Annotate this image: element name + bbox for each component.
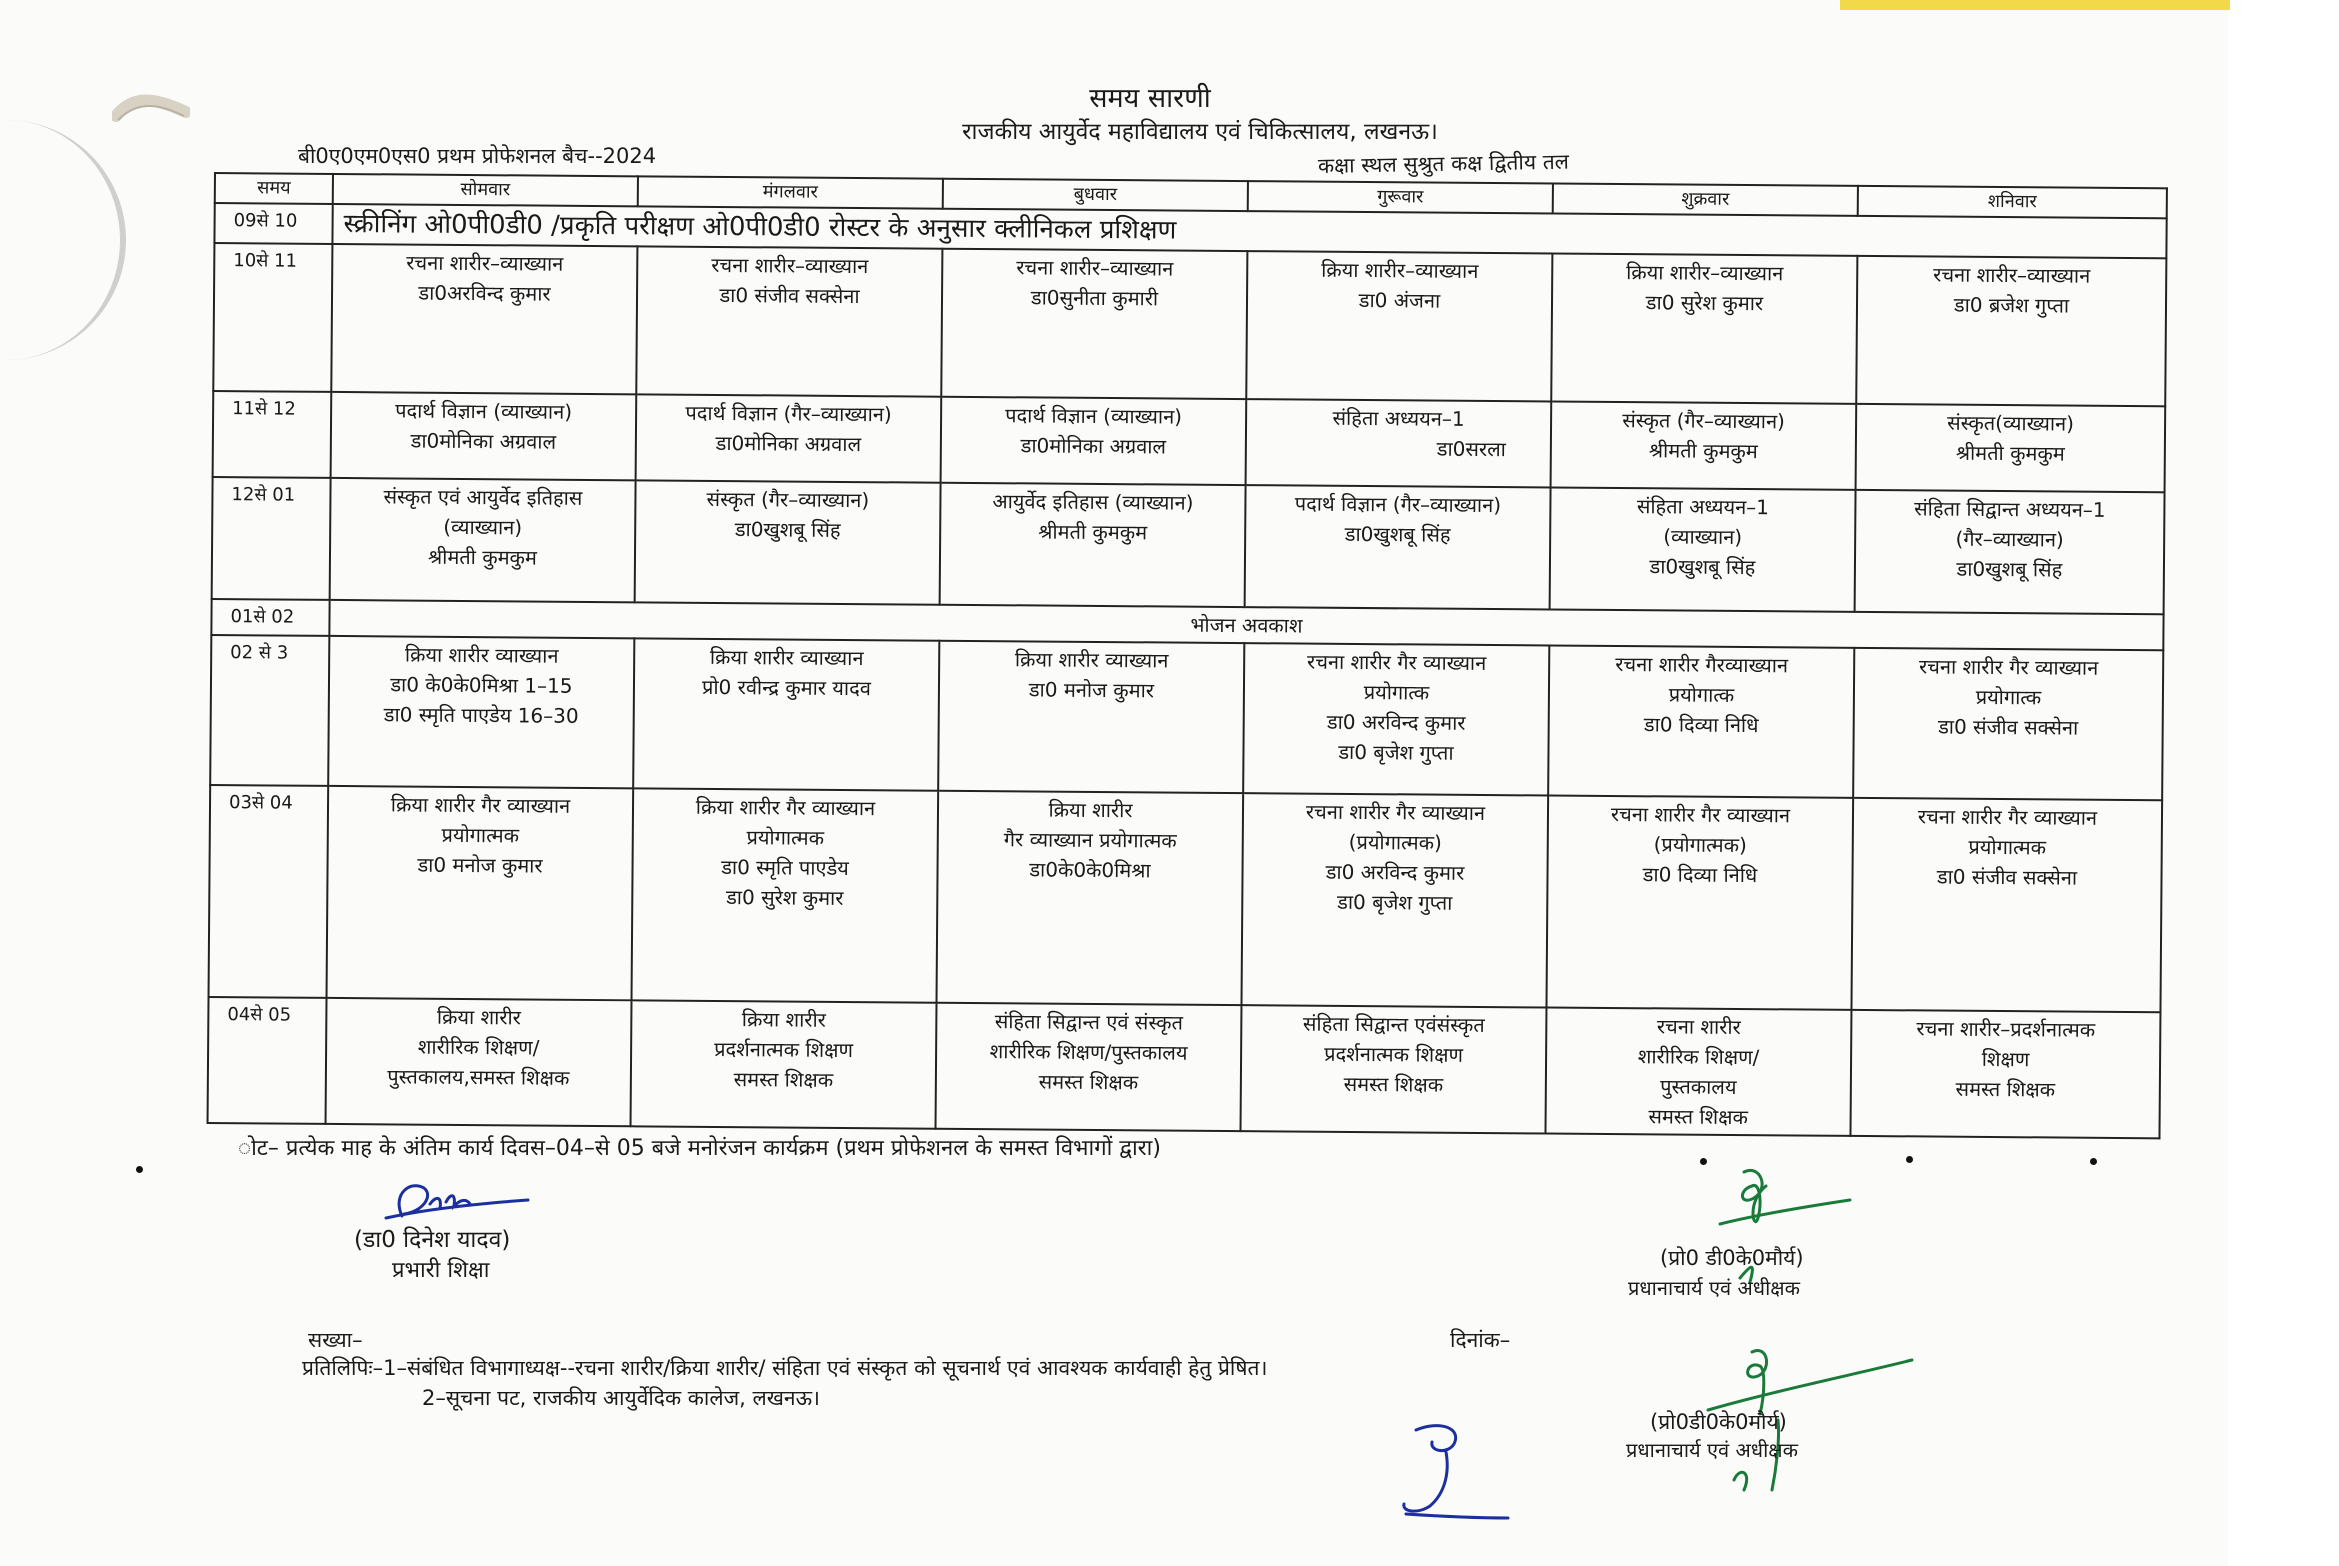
class-cell: [1546, 795, 1853, 1009]
yellow-paper-tab: [1840, 0, 2230, 10]
class-cell: [631, 1000, 937, 1128]
subject-line: क्रिया शारीर: [741, 1007, 826, 1032]
subject-line: संहिता सिद्वान्त एवं संस्कृत: [994, 1009, 1184, 1035]
subject-line: क्रिया शारीर व्याख्यान: [404, 642, 559, 668]
teacher-line: प्रो0 रवीन्द्र कुमार यादव: [701, 674, 871, 701]
day-header: बुधवार: [943, 179, 1248, 211]
time-column-header: समय: [215, 173, 333, 204]
table-row: [209, 785, 2163, 1012]
teacher-line: डा0 दिव्या निधि: [1643, 712, 1759, 738]
teacher-line: डा0सुनीता कुमारी: [1030, 285, 1159, 311]
subject-line: संस्कृत (गैर–व्याख्यान): [706, 486, 870, 513]
class-cell: [1853, 648, 2163, 800]
time-slot: 11से 12: [213, 391, 332, 478]
class-cell: [1856, 256, 2166, 406]
subject-line: पदार्थ विज्ञान (गैर–व्याख्यान): [685, 400, 892, 427]
class-cell: [1551, 254, 1857, 404]
class-cell: [1856, 404, 2166, 492]
class-cell: [635, 480, 941, 604]
teacher-line: समस्त शिक्षक: [1343, 1071, 1444, 1097]
subject-line: रचना शारीर–व्याख्यान: [711, 252, 869, 279]
class-cell: [938, 641, 1244, 793]
teacher-line: डा0खुशबू सिंह: [734, 517, 841, 542]
subject-line: रचना शारीर गैर व्याख्यान: [1610, 801, 1791, 828]
reference-number-label: सख्या–: [308, 1328, 363, 1352]
day-header: शुक्रवार: [1553, 184, 1858, 216]
venue-label: कक्षा स्थल सुश्रुत कक्ष द्वितीय तल: [1317, 149, 1570, 178]
subject-line: गैर व्याख्यान प्रयोगात्मक: [1003, 827, 1177, 853]
time-slot: 03से 04: [209, 785, 329, 998]
table-row: [213, 391, 2166, 492]
teacher-line: डा0 संजीव सक्सेना: [1936, 864, 2078, 890]
table-row: [212, 477, 2165, 614]
subject-line: संस्कृत एवं आयुर्वेद इतिहास: [383, 484, 583, 510]
subject-line: पदार्थ विज्ञान (गैर–व्याख्यान): [1294, 491, 1502, 518]
ink-dot: [2090, 1158, 2097, 1165]
subject-line: (प्रयोगात्मक): [1348, 829, 1442, 855]
class-cell: [1243, 643, 1549, 795]
teacher-line: डा0 अरविन्द कुमार: [1326, 709, 1466, 735]
teacher-line: डा0सरला: [1436, 436, 1506, 462]
subject-line: प्रयोगात्मक: [441, 822, 520, 848]
teacher-line: समस्त शिक्षक: [733, 1067, 834, 1092]
copy-to-line: 2–सूचना पट, राजकीय आयुर्वेदिक कालेज, लखनऊ।: [422, 1386, 821, 1410]
class-cell: [1851, 798, 2162, 1012]
signatory-role: प्रधानाचार्य एवं अधीक्षक: [1626, 1438, 1798, 1462]
teacher-line: डा0मोनिका अग्रवाल: [410, 428, 557, 454]
institution-name: राजकीय आयुर्वेद महाविद्यालय एवं चिकित्सालय, लखनऊ।: [962, 119, 1438, 145]
teacher-line: श्रीमती कुमकुम: [1648, 438, 1758, 464]
teacher-line: डा0 बृजेश गुप्ता: [1337, 889, 1453, 915]
signatory-name: (डा0 दिनेश यादव): [354, 1227, 511, 1253]
time-slot: 10से 11: [213, 243, 332, 392]
signatory-role: प्रधानाचार्य एवं अधीक्षक: [1628, 1276, 1800, 1300]
subject-line: पदार्थ विज्ञान (व्याख्यान): [395, 398, 573, 424]
class-cell: [936, 791, 1243, 1005]
subject-line: संहिता अध्ययन–1: [1636, 494, 1770, 520]
signature-dinesh-yadav: [382, 1174, 532, 1226]
subject-line: रचना शारीर गैरव्याख्यान: [1615, 652, 1789, 678]
table-row: [208, 997, 2161, 1138]
subject-line: क्रिया शारीर गैर व्याख्यान: [390, 792, 571, 818]
day-header: गुरूवार: [1248, 181, 1553, 213]
subject-line: क्रिया शारीर–व्याख्यान: [1626, 260, 1784, 286]
subject-line: रचना शारीर–प्रदर्शनात्मक: [1916, 1016, 2096, 1042]
signatory-role: प्रभारी शिक्षा: [392, 1258, 490, 1283]
class-cell: [1551, 402, 1857, 490]
subject-line: क्रिया शारीर: [1048, 797, 1133, 823]
class-cell: [331, 392, 637, 480]
ink-dot: [1906, 1156, 1913, 1163]
teacher-line: डा0मोनिका अग्रवाल: [1020, 433, 1167, 459]
day-header: मंगलवार: [638, 176, 943, 208]
subject-line: रचना शारीर गैर व्याख्यान: [1306, 649, 1487, 676]
binding-string-icon: [112, 86, 190, 140]
subject-line: क्रिया शारीर: [436, 1004, 521, 1030]
subject-line: रचना शारीर: [1656, 1014, 1741, 1040]
subject-line: शारीरिक शिक्षण/: [417, 1034, 540, 1060]
table-row: [210, 635, 2163, 800]
class-cell: [1246, 251, 1552, 401]
subject-line: संहिता अध्ययन–1: [1332, 405, 1465, 431]
teacher-line: डा0 अंजना: [1358, 287, 1441, 313]
teacher-line: डा0 मनोज कुमार: [1028, 677, 1155, 703]
ink-dot: [136, 1166, 143, 1173]
class-cell: [636, 246, 942, 396]
class-cell: [1241, 793, 1548, 1007]
class-cell: [328, 636, 634, 788]
teacher-line: डा0खुशबू सिंह: [1649, 554, 1756, 580]
class-cell: [1548, 646, 1854, 798]
teacher-line: डा0 दिव्या निधि: [1642, 862, 1758, 888]
teacher-line: डा0 बृजेश गुप्ता: [1338, 739, 1454, 765]
class-cell: [940, 483, 1246, 607]
subject-line: संहिता सिद्वान्त अध्ययन–1: [1914, 496, 2106, 522]
teacher-line: समस्त शिक्षक: [1038, 1069, 1139, 1095]
class-cell: [636, 394, 942, 482]
subject-line: प्रदर्शनात्मक शिक्षण: [1324, 1041, 1464, 1067]
subject-line: आयुर्वेद इतिहास (व्याख्यान): [992, 489, 1194, 515]
subject-line: प्रदर्शनात्मक शिक्षण: [714, 1036, 854, 1063]
subject-line: रचना शारीर गैर व्याख्यान: [1305, 799, 1486, 826]
background-margin: [2228, 0, 2339, 1566]
table-row: [213, 243, 2166, 406]
timetable: [207, 172, 2168, 1139]
class-cell: [327, 786, 634, 1000]
time-slot: 09से 10: [214, 203, 332, 244]
teacher-line: डा0के0के0मिश्रा: [1029, 857, 1151, 883]
teacher-line: श्रीमती कुमकुम: [427, 544, 538, 570]
class-cell: [1550, 488, 1856, 612]
batch-label: बी0ए0एम0एस0 प्रथम प्रोफेशनल बैच--2024: [298, 144, 657, 168]
class-cell: [1240, 1005, 1546, 1133]
teacher-line: डा0अरविन्द कुमार: [418, 280, 551, 306]
teacher-line: डा0 स्मृति पाएडेय: [721, 855, 849, 881]
subject-line: संहिता सिद्वान्त एवंसंस्कृत: [1302, 1011, 1485, 1038]
subject-line: (प्रयोगात्मक): [1653, 832, 1747, 858]
date-label: दिनांक–: [1450, 1328, 1511, 1352]
teacher-line: डा0खुशबू सिंह: [1956, 556, 2063, 582]
subject-line: प्रयोगात्क: [1363, 680, 1430, 705]
teacher-line: डा0 संजीव सक्सेना: [1938, 714, 2079, 740]
teacher-line: डा0 सुरेश कुमार: [726, 885, 844, 910]
subject-line: संस्कृत(व्याख्यान): [1947, 410, 2075, 436]
teacher-line: पुस्तकालय,समस्त शिक्षक: [387, 1064, 570, 1090]
subject-line: रचना शारीर गैर व्याख्यान: [1918, 654, 2099, 680]
subject-line: रचना शारीर–व्याख्यान: [406, 250, 564, 276]
teacher-line: श्रीमती कुमकुम: [1038, 519, 1148, 545]
subject-line: क्रिया शारीर व्याख्यान: [709, 644, 864, 671]
subject-line: (व्याख्यान): [1663, 524, 1743, 550]
teacher-line: डा0 मनोज कुमार: [417, 852, 543, 878]
time-slot: 01से 02: [211, 599, 329, 636]
lunch-break-cell: भोजन अवकाश: [329, 600, 2163, 650]
class-cell: [1545, 1007, 1851, 1135]
class-cell: [936, 1003, 1242, 1131]
subject-line: शारीरिक शिक्षण/: [1637, 1044, 1760, 1070]
day-header: शनिवार: [1858, 186, 2167, 218]
signatory-name: (प्रो0 डी0के0मौर्य): [1660, 1246, 1804, 1270]
subject-line: शारीरिक शिक्षण/पुस्तकालय: [989, 1039, 1188, 1065]
time-slot: 04से 05: [208, 997, 327, 1124]
class-cell: [326, 998, 632, 1126]
subject-line: क्रिया शारीर गैर व्याख्यान: [695, 794, 876, 821]
subject-line: क्रिया शारीर–व्याख्यान: [1321, 257, 1479, 283]
class-cell: [941, 249, 1247, 399]
subject-line: संस्कृत (गैर–व्याख्यान): [1622, 408, 1786, 434]
teacher-line: डा0 सुरेश कुमार: [1645, 290, 1764, 316]
footnote: ोट– प्रत्येक माह के अंतिम कार्य दिवस–04–से 05 बजे मनोरंजन कार्यक्रम (प्रथम प्रोफेशनल के समस्त विभागों द्वारा): [238, 1136, 1161, 1161]
signatory-name: (प्रो0डी0के0मौर्य): [1650, 1410, 1787, 1434]
day-header: सोमवार: [333, 174, 638, 206]
time-slot: 02 से 3: [210, 635, 329, 786]
subject-line: प्रयोगात्मक: [1968, 834, 2047, 860]
subject-line: प्रयोगात्क: [1975, 684, 2042, 710]
subject-line: रचना शारीर–व्याख्यान: [1016, 255, 1174, 281]
handwritten-initial: [1396, 1414, 1516, 1524]
class-cell: [1246, 399, 1552, 487]
class-cell: [1855, 490, 2165, 614]
teacher-line: डा0खुशबू सिंह: [1344, 521, 1451, 547]
class-cell: [1850, 1010, 2160, 1138]
clinical-training-cell: स्क्रीनिंग ओ0पी0डी0 /प्रकृति परीक्षण ओ0पी0डी0 रोस्टर के अनुसार क्लीनिकल प्रशिक्षण: [332, 204, 2166, 258]
class-cell: [330, 478, 636, 602]
teacher-line: डा0 के0के0मिश्रा 1–15: [390, 672, 573, 698]
teacher-line: श्रीमती कुमकुम: [1955, 440, 2065, 466]
teacher-line: डा0 स्मृति पाएडेय 16–30: [383, 702, 579, 728]
teacher-line: डा0 ब्रजेश गुप्ता: [1953, 292, 2070, 318]
class-cell: [331, 244, 637, 394]
subject-line: पदार्थ विज्ञान (व्याख्यान): [1005, 403, 1183, 429]
subject-line: पुस्तकालय: [1660, 1074, 1737, 1099]
teacher-line: समस्त शिक्षक: [1955, 1076, 2056, 1102]
subject-line: रचना शारीर गैर व्याख्यान: [1917, 804, 2098, 830]
copy-to-line: प्रतिलिपिः–1–संबंधित विभागाध्यक्ष--रचना शारीर/क्रिया शारीर/ संहिता एवं संस्कृत को सूचनार्थ एवं आवश्यक कार्यवाही हेतु प्रेषित।: [302, 1356, 1268, 1380]
subject-line: क्रिया शारीर व्याख्यान: [1014, 647, 1169, 673]
time-slot: 12से 01: [212, 477, 331, 600]
class-cell: [633, 638, 939, 790]
class-cell: [941, 397, 1247, 485]
subject-line: प्रयोगात्मक: [746, 825, 825, 850]
subject-line: रचना शारीर–व्याख्यान: [1933, 262, 2091, 288]
subject-line: प्रयोगात्क: [1668, 682, 1735, 707]
teacher-line: डा0 अरविन्द कुमार: [1325, 859, 1465, 885]
subject-line: शिक्षण: [1981, 1046, 2030, 1072]
page-title: समय सारणी: [1089, 83, 1211, 114]
subject-line: (गैर–व्याख्यान): [1955, 526, 2064, 552]
teacher-line: डा0मोनिका अग्रवाल: [715, 430, 862, 457]
subject-line: (व्याख्यान): [443, 514, 523, 540]
class-cell: [1245, 485, 1551, 609]
class-cell: [632, 788, 939, 1002]
teacher-line: समस्त शिक्षक: [1648, 1104, 1748, 1130]
teacher-line: डा0 संजीव सक्सेना: [719, 282, 860, 309]
